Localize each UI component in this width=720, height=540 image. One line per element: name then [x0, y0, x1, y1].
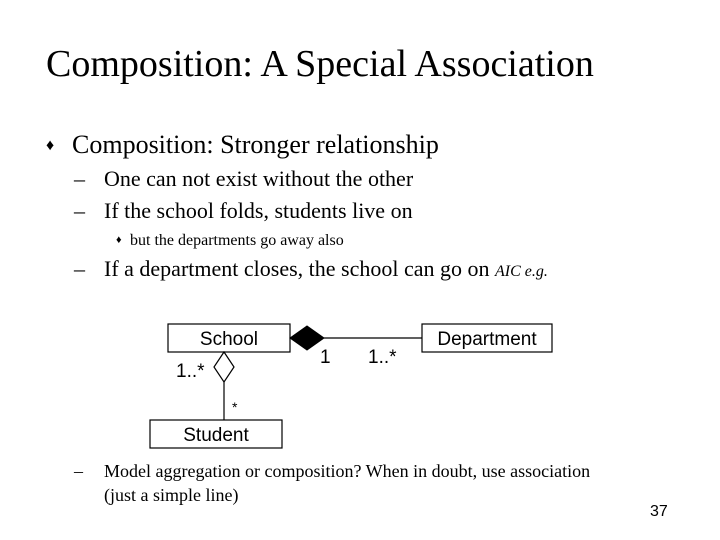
bottom-bullet-continuation: (just a simple line) [104, 485, 239, 505]
sub-bullet-1-text: One can not exist without the other [104, 166, 414, 191]
multiplicity-school-student-student-end: * [232, 399, 238, 415]
diamond-bullet-icon: ♦ [116, 234, 122, 246]
multiplicity-school-department-school-end: 1 [320, 347, 331, 368]
diamond-bullet-icon: ♦ [46, 137, 55, 154]
page-number: 37 [650, 503, 668, 520]
multiplicity-school-department-department-end: 1..* [368, 347, 397, 368]
school-class-label: School [199, 329, 258, 350]
student-class-label: Student [183, 425, 249, 446]
aggregation-hollow-diamond-icon [214, 352, 234, 382]
dash-bullet-icon: – [74, 256, 85, 281]
composition-filled-diamond-icon [290, 326, 324, 350]
multiplicity-school-student-school-end: 1..* [176, 361, 205, 382]
sub-bullet-3-example: AIC e.g. [494, 263, 548, 280]
slide-title: Composition: A Special Association [46, 43, 594, 85]
department-class-label: Department [437, 329, 537, 350]
sub-bullet-2-text: If the school folds, students live on [104, 198, 413, 223]
bottom-bullet [74, 460, 590, 482]
sub-bullet-3-text: If a department closes, the school can go on [104, 256, 495, 281]
dash-bullet-icon: – [74, 198, 85, 223]
sub-sub-bullet-text: but the departments go away also [130, 232, 344, 249]
dash-bullet-icon: – [74, 166, 85, 191]
dash-bullet-icon: – [74, 461, 83, 481]
bottom-bullet-text: Model aggregation or composition? When in doubt, use association [104, 461, 591, 481]
main-bullet-text: Composition: Stronger relationship [72, 130, 439, 159]
